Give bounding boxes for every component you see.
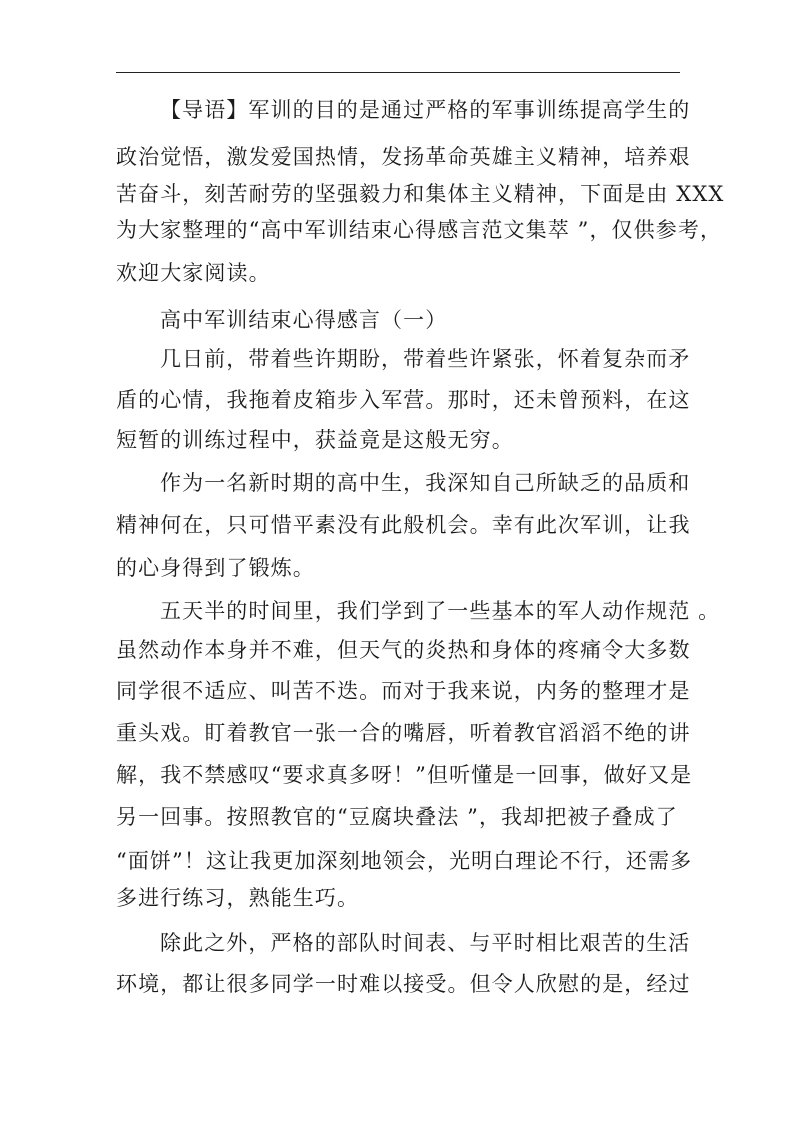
- paragraph-line: 几日前，带着些许期盼，带着些许紧张，怀着复杂而矛: [160, 347, 691, 371]
- paragraph-line: 精神何在，只可惜平素没有此般机会。幸有此次军训，让我: [116, 513, 691, 537]
- paragraph-line: 解，我不禁感叹“要求真多呀！”但听懂是一回事，做好又是: [116, 763, 693, 787]
- intro-line: 【导语】军训的目的是通过严格的军事训练提高学生的: [160, 98, 691, 122]
- paragraph-line: 除此之外，严格的部队时间表、与平时相比艰苦的生活: [160, 931, 691, 955]
- paragraph-line: 短暂的训练过程中，获益竟是这般无穷。: [116, 428, 514, 452]
- intro-line: 为大家整理的“高中军训结束心得感言范文集萃 ”，仅供参考，: [116, 218, 723, 242]
- paragraph-line: 虽然动作本身并不难，但天气的炎热和身体的疼痛令大多数: [116, 638, 691, 662]
- intro-line: 政治觉悟，激发爱国热情，发扬革命英雄主义精神，培养艰: [116, 145, 691, 169]
- paragraph-line: 作为一名新时期的高中生，我深知自己所缺乏的品质和: [160, 471, 691, 495]
- paragraph-line: 同学很不适应、叫苦不迭。而对于我来说，内务的整理才是: [116, 679, 691, 703]
- paragraph-line: 另一回事。按照教官的“豆腐块叠法 ”，我却把被子叠成了: [116, 805, 678, 829]
- intro-line: 欢迎大家阅读。: [116, 261, 271, 285]
- paragraph-line: 五天半的时间里，我们学到了一些基本的军人动作规范 。: [160, 599, 721, 623]
- header-rule: [116, 72, 680, 73]
- paragraph-line: 重头戏。盯着教官一张一合的嘴唇，听着教官滔滔不绝的讲: [116, 721, 691, 745]
- paragraph-line: 盾的心情，我拖着皮箱步入军营。那时，还未曾预料，在这: [116, 388, 691, 412]
- section-title: 高中军训结束心得感言（一）: [160, 308, 448, 332]
- paragraph-line: “面饼”！这让我更加深刻地领会，光明白理论不行，还需多: [116, 849, 693, 873]
- intro-line: 苦奋斗，刻苦耐劳的坚强毅力和集体主义精神，下面是由 XXX: [116, 182, 725, 206]
- paragraph-line: 多进行练习，熟能生巧。: [116, 886, 360, 910]
- paragraph-line: 环境，都让很多同学一时难以接受。但令人欣慰的是，经过: [116, 972, 691, 996]
- paragraph-line: 的心身得到了锻炼。: [116, 556, 315, 580]
